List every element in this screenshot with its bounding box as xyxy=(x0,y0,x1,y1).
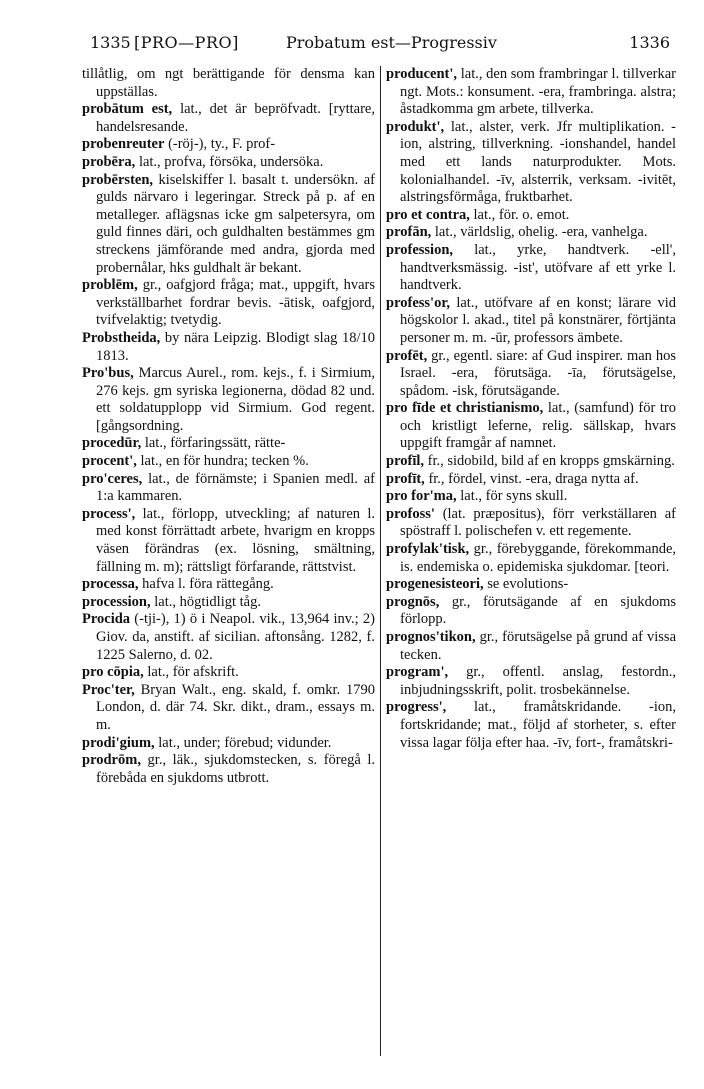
dictionary-entry xyxy=(386,471,676,489)
entry-definition: gr., offentl. anslag, festordn., inbjudningsskrift, polit. trosbekännelse. xyxy=(400,664,676,698)
entry-headword: pro cōpia, xyxy=(82,664,144,681)
entry-definition: se evolutions- xyxy=(487,576,569,593)
entry-headword: probātum est, xyxy=(82,101,173,118)
entry-definition: Marcus Aurel., rom. kejs., f. i Sirmium, 276 kejs. gm syriska legionerna, dödad 82 und. ett soldatupplopp vid Sirmium. God regent. [gångsordning. xyxy=(96,365,375,434)
dictionary-entry xyxy=(386,207,676,225)
entry-definition: lat., de förnämste; i Spanien medl. af 1:a kammaren. xyxy=(96,470,375,505)
entry-definition: by nära Leipzig. Blodigt slag 18/10 1813. xyxy=(96,329,375,364)
entry-headword: Probstheida, xyxy=(82,329,161,346)
dictionary-entry xyxy=(82,101,375,136)
dictionary-entry xyxy=(82,365,375,435)
dictionary-entry xyxy=(386,66,676,119)
entry-definition: lat., den som frambringar l. tillverkar ngt. Mots.: konsument. -era, frambringa. alstra; åstadkomma gm arbete, tillverka. xyxy=(400,66,676,118)
entry-definition: lat., förfaringssätt, rätte- xyxy=(144,435,286,452)
entry-headword: problēm, xyxy=(82,277,138,294)
entry-definition: lat., en för hundra; tecken %. xyxy=(140,453,309,470)
left-column xyxy=(82,66,375,1075)
entry-headword: producent', xyxy=(386,66,458,82)
entry-headword: pro'ceres, xyxy=(82,470,143,487)
entry-headword: pro for'ma, xyxy=(386,488,457,505)
dictionary-entry xyxy=(386,453,676,471)
section-range: [PRO—PRO] xyxy=(134,33,239,52)
dictionary-entry xyxy=(386,664,676,699)
dictionary-entry xyxy=(82,471,375,506)
entry-definition: tillåtlig, om ngt berättigande för densma kan uppställas. xyxy=(82,66,375,100)
dictionary-entry xyxy=(82,330,375,365)
entry-definition: gr., oafgjord fråga; mat., uppgift, hvars verkställbarhet fordrar bevis. -ātisk, oafgjord, tvifvelaktig; tvetydig. xyxy=(96,277,375,329)
entry-headword: profylak'tisk, xyxy=(386,541,470,558)
entry-definition: lat., alster, verk. Jfr multiplikation. -ion, alstring, tillverkning. -ionshandel, handel med ett lands naturprodukter. Mots. kolonialhandel. -īv, alsterrik, verksam. -ivitēt, alstringsförmåga, fruktbarhet. xyxy=(400,118,676,206)
entry-headword: progenesisteori, xyxy=(386,576,484,593)
entry-headword: processa, xyxy=(82,576,139,593)
dictionary-entry xyxy=(82,611,375,664)
entry-headword: profēt, xyxy=(386,347,428,364)
dictionary-entry xyxy=(82,752,375,787)
entry-headword: profession, xyxy=(386,241,454,258)
entry-headword: probērsten, xyxy=(82,171,154,188)
dictionary-entry xyxy=(386,506,676,541)
entry-headword: Proc'ter, xyxy=(82,681,135,698)
entry-definition: gr., förutsägande af en sjukdoms förlopp. xyxy=(400,593,676,628)
right-column xyxy=(386,66,676,1075)
entry-definition: lat., det är bepröfvadt. [ryttare, handelsresande. xyxy=(96,101,375,135)
entry-definition: gr., förutsägelse på grund af vissa tecken. xyxy=(400,629,676,663)
entry-definition: lat., framåtskridande. -ion, fortskridande; mat., följd af storheter, s. efter vissa lagar följa efter haa. -īv, fort-, framåtskri- xyxy=(400,699,676,751)
entry-headword: program', xyxy=(386,664,449,681)
dictionary-entry xyxy=(386,488,676,506)
entry-headword: pro fīde et christianismo, xyxy=(386,400,544,417)
dictionary-entry xyxy=(386,119,676,207)
page-header xyxy=(90,30,670,56)
dictionary-entry xyxy=(82,506,375,576)
entry-headword: progress', xyxy=(386,699,447,716)
entry-headword: profīt, xyxy=(386,470,425,487)
left-page-number: 1335 xyxy=(90,33,131,52)
dictionary-entry xyxy=(386,295,676,348)
dictionary-entry xyxy=(386,242,676,295)
entry-headword: profoss' xyxy=(386,505,435,522)
running-title: Probatum est—Progressiv xyxy=(286,33,497,52)
dictionary-entry xyxy=(386,400,676,453)
entry-definition: gr., egentl. siare: af Gud inspirer. man hos Israel. -era, förutsäga. -īa, förutsägelse, spådom. -isk, förutsägande. xyxy=(400,347,676,399)
dictionary-entry xyxy=(82,277,375,330)
entry-definition: lat., profva, försöka, undersöka. xyxy=(138,153,324,170)
entry-definition: lat., för afskrift. xyxy=(147,664,239,681)
entry-definition: lat., yrke, handtverk. -ell', handtverksmässig. -ist', utöfvare af ett yrke l. handtverk. xyxy=(400,241,676,294)
entry-headword: procedūr, xyxy=(82,435,142,452)
entry-definition: lat., för. o. emot. xyxy=(473,206,570,223)
dictionary-entry xyxy=(386,594,676,629)
dictionary-entry xyxy=(82,172,375,278)
dictionary-entry xyxy=(386,348,676,401)
dictionary-entry xyxy=(386,699,676,752)
entry-definition: lat., för syns skull. xyxy=(460,488,568,505)
entry-definition: gr., läk., sjukdomstecken, s. föregå l. förebåda en sjukdoms utbrott. xyxy=(96,752,375,786)
entry-headword: pro et contra, xyxy=(386,206,470,223)
dictionary-entry xyxy=(82,682,375,735)
entry-definition: lat., under; förebud; vidunder. xyxy=(158,734,332,751)
entry-headword: profān, xyxy=(386,224,432,241)
entry-definition: Bryan Walt., eng. skald, f. omkr. 1790 London, d. där 74. Skr. dikt., dram., essays m. m. xyxy=(96,681,375,733)
dictionary-entry xyxy=(82,66,375,101)
entry-definition: lat., högtidligt tåg. xyxy=(154,593,261,610)
entry-definition: kiselskiffer l. basalt t. undersökn. af gulds närvaro i legeringar. Streck på p. af en metalleger. aflägsnas icke gm salpetersyra, om guld finnes däri, och guldhalten bestämmes gm streckens jämförande med andra, gjorda med probernålar, hks guldhalt är bekant. xyxy=(96,171,375,276)
dictionary-entry xyxy=(386,541,676,576)
entry-definition: lat., förlopp, utveckling; af naturen l. med konst förrättadt arbete, hvarigm en kropps väsen förändras (ex. lösning, smältning, fällning m. m); rättsligt förfarande, rättstvist. xyxy=(96,505,375,575)
entry-headword: prodrōm, xyxy=(82,752,141,769)
entry-definition: lat., (samfund) för tro och kristligt leferne, relig. sällskap, hvars uppgift framgår af namnet. xyxy=(400,400,676,452)
right-page-number: 1336 xyxy=(629,33,670,52)
dictionary-entry xyxy=(82,154,375,172)
entry-headword: prognōs, xyxy=(386,593,440,610)
dictionary-entry xyxy=(82,136,375,154)
entry-headword: produkt', xyxy=(386,118,445,135)
entry-headword: probēra, xyxy=(82,153,136,170)
entry-headword: procession, xyxy=(82,593,151,610)
dictionary-entry xyxy=(82,664,375,682)
entry-headword: profess'or, xyxy=(386,294,451,311)
dictionary-entry xyxy=(82,735,375,753)
dictionary-entry xyxy=(82,594,375,612)
dictionary-entry xyxy=(82,453,375,471)
dictionary-entry xyxy=(386,576,676,594)
entry-headword: prognos'tikon, xyxy=(386,629,476,645)
entry-headword: Procida xyxy=(82,611,131,628)
entry-definition: lat., utöfvare af en konst; lärare vid högskolor l. akad., titel på konstnärer, förtjänta personer m. m. -ūr, professors ämbete. xyxy=(400,294,676,346)
dictionary-entry xyxy=(82,576,375,594)
entry-definition: fr., sidobild, bild af en kropps gmskärning. xyxy=(427,453,675,470)
entry-definition: fr., fördel, vinst. -era, draga nytta af. xyxy=(428,470,639,487)
entry-headword: profīl, xyxy=(386,453,424,470)
column-divider xyxy=(380,66,381,1056)
entry-headword: process', xyxy=(82,505,136,522)
entry-definition: (-tji-), 1) ö i Neapol. vik., 13,964 inv.; 2) Giov. da, anstift. af sicilian. aftonsång. 1282, f. 1225 Salerno, d. 02. xyxy=(96,611,375,663)
entry-definition: hafva l. föra rättegång. xyxy=(142,576,274,593)
dictionary-entry xyxy=(386,629,676,664)
entry-definition: lat., världslig, ohelig. -era, vanhelga. xyxy=(434,224,648,241)
dictionary-entry xyxy=(82,435,375,453)
entry-definition: (lat. præpositus), förr verkställaren af spöstraff l. polischefen v. ett regemente. xyxy=(400,505,676,540)
entry-headword: prodi'gium, xyxy=(82,734,155,751)
entry-headword: probenreuter xyxy=(82,136,165,153)
entry-headword: procent', xyxy=(82,453,137,470)
dictionary-entry xyxy=(386,224,676,242)
entry-headword: Pro'bus, xyxy=(82,365,134,382)
entry-definition: (-röj-), ty., F. prof- xyxy=(168,136,276,153)
entry-definition: gr., förebyggande, förekommande, is. endemiska o. epidemiska sjukdomar. [teori. xyxy=(400,541,676,575)
